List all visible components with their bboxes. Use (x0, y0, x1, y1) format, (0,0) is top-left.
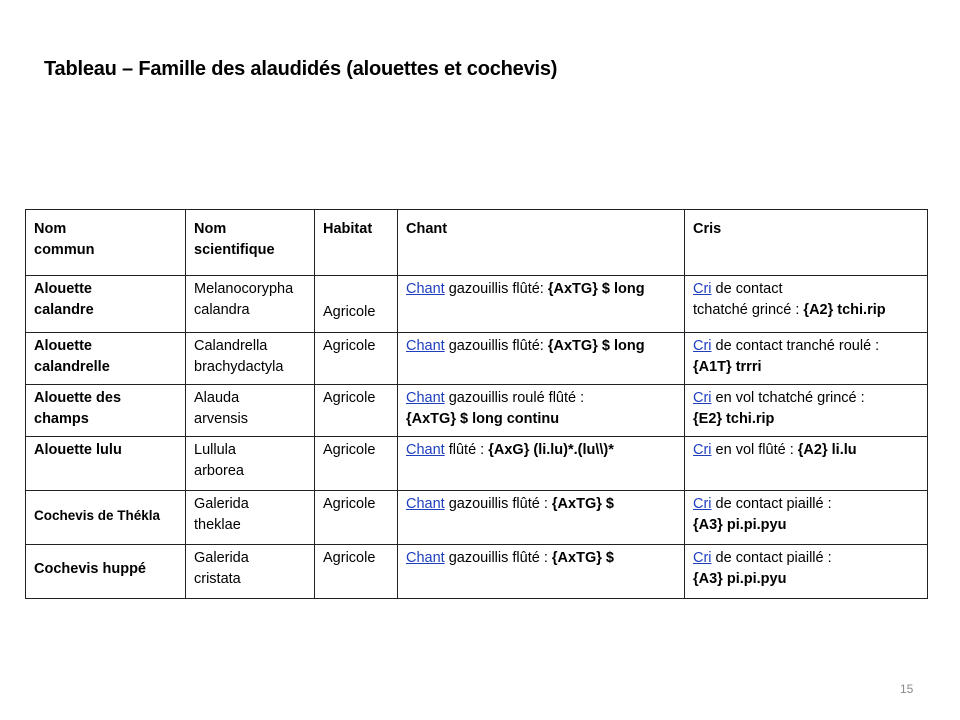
chant-cell: Chant gazouillis flûté : {AxTG} $ (398, 491, 685, 545)
table-row (26, 437, 928, 491)
header-nom-commun: Nom commun (26, 210, 186, 276)
page-title: Tableau – Famille des alaudidés (alouettes et cochevis) (44, 58, 558, 80)
table-row (26, 491, 928, 545)
chant-cell: Chant gazouillis flûté : {AxTG} $ (398, 545, 685, 599)
cri-cell: Cri de contact piaillé : {A3} pi.pi.pyu (685, 545, 928, 599)
habitat-cell: Agricole (315, 437, 398, 491)
header-nom-scientifique: Nom scientifique (186, 210, 315, 276)
cri-cell: Cri de contact tranché roulé : {A1T} trrri (685, 333, 928, 385)
habitat-cell: Agricole (315, 491, 398, 545)
header-habitat: Habitat (315, 210, 398, 276)
alaudidae-table (25, 209, 928, 599)
cri-link[interactable]: Cri (693, 550, 712, 566)
chant-link[interactable]: Chant (406, 496, 445, 512)
header-row (26, 210, 928, 276)
header-cris: Cris (685, 210, 928, 276)
cri-link[interactable]: Cri (693, 338, 712, 354)
cri-cell: Cri en vol flûté : {A2} li.lu (685, 437, 928, 491)
table-row (26, 276, 928, 333)
common-name-cell: Cochevis huppé (26, 545, 186, 599)
cri-link[interactable]: Cri (693, 281, 712, 297)
header-chant: Chant (398, 210, 685, 276)
habitat-cell: Agricole (315, 545, 398, 599)
chant-link[interactable]: Chant (406, 442, 445, 458)
scientific-name-cell: Galerida theklae (186, 491, 315, 545)
common-name-cell: Alouette calandre (26, 276, 186, 333)
cri-link[interactable]: Cri (693, 442, 712, 458)
scientific-name-cell: Alauda arvensis (186, 385, 315, 437)
chant-cell: Chant gazouillis roulé flûté : {AxTG} $ long continu (398, 385, 685, 437)
cri-cell: Cri de contact piaillé : {A3} pi.pi.pyu (685, 491, 928, 545)
cri-link[interactable]: Cri (693, 496, 712, 512)
chant-cell: Chant flûté : {AxG} (li.lu)*.(lu\\)* (398, 437, 685, 491)
cri-cell: Cri de contact tchatché grincé : {A2} tchi.rip (685, 276, 928, 333)
cri-cell: Cri en vol tchatché grincé : {E2} tchi.rip (685, 385, 928, 437)
common-name-cell: Alouette lulu (26, 437, 186, 491)
common-name-cell: Cochevis de Thékla (26, 491, 186, 545)
page-number: 15 (900, 682, 914, 696)
habitat-cell: Agricole (315, 385, 398, 437)
chant-cell: Chant gazouillis flûté: {AxTG} $ long (398, 333, 685, 385)
scientific-name-cell: Galerida cristata (186, 545, 315, 599)
scientific-name-cell: Melanocorypha calandra (186, 276, 315, 333)
chant-cell: Chant gazouillis flûté: {AxTG} $ long (398, 276, 685, 333)
habitat-cell: Agricole (315, 276, 398, 333)
habitat-cell: Agricole (315, 333, 398, 385)
table-row (26, 385, 928, 437)
chant-link[interactable]: Chant (406, 390, 445, 406)
scientific-name-cell: Lullula arborea (186, 437, 315, 491)
chant-link[interactable]: Chant (406, 281, 445, 297)
table-row (26, 545, 928, 599)
scientific-name-cell: Calandrella brachydactyla (186, 333, 315, 385)
chant-link[interactable]: Chant (406, 338, 445, 354)
chant-link[interactable]: Chant (406, 550, 445, 566)
cri-link[interactable]: Cri (693, 390, 712, 406)
common-name-cell: Alouette des champs (26, 385, 186, 437)
table-row (26, 333, 928, 385)
common-name-cell: Alouette calandrelle (26, 333, 186, 385)
